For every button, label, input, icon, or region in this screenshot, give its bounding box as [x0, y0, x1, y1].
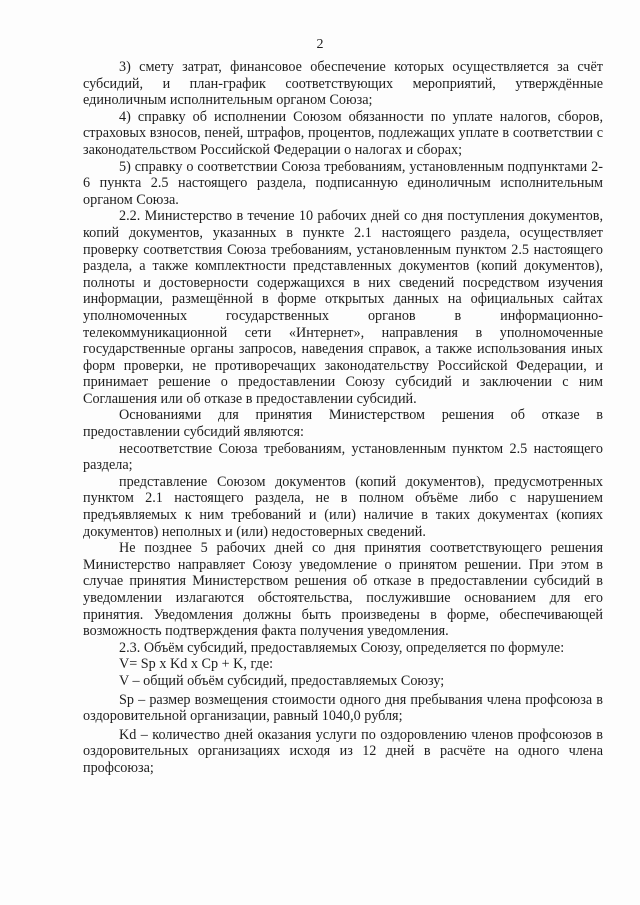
paragraph-2-3: 2.3. Объём субсидий, предоставляемых Союзу, определяется по формуле: [119, 639, 565, 656]
paragraph-item-5: 5) справку о соответствии Союза требованиям, установленным подпунктами 2-6 пункта 2.5 настоящего раздела, подписанную единоличным исполнительным органом Союза. [83, 158, 603, 208]
definition-sp: Sp – размер возмещения стоимости одного дня пребывания члена профсоюза в оздоровительной организации, равный 1040,0 рубля; [83, 691, 603, 725]
paragraph-notification: Не позднее 5 рабочих дней со дня принятия соответствующего решения Министерство направляет Союзу уведомление о принятом решении. При этом в случае принятия Министерством решения об отказе в предоставлении субсидий в уведомлении излагаются обстоятельства, послужившие основанием для его принятия. Уведомления должны быть произведены в форме, обеспечивающей возможность подтверждения факта получения уведомления. [83, 540, 603, 640]
definition-v: V – общий объём субсидий, предоставляемых Союзу; [119, 672, 445, 689]
paragraph-ground-1: несоответствие Союза требованиям, установленным пунктом 2.5 настоящего раздела; [83, 440, 603, 474]
paragraph-item-4: 4) справку об исполнении Союзом обязанности по уплате налогов, сборов, страховых взносов, пеней, штрафов, процентов, подлежащих уплате в соответствии с законодательством Российской Федерации о налогах и сборах; [83, 108, 603, 158]
paragraph-refusal-grounds: Основаниями для принятия Министерством решения об отказе в предоставлении субсидий являются: [83, 407, 603, 441]
page-number: 2 [316, 37, 324, 52]
paragraph-item-3: 3) смету затрат, финансовое обеспечение которых осуществляется за счёт субсидий, и план-график соответствующих мероприятий, утверждённые единоличным исполнительным органом Союза; [83, 59, 603, 109]
definition-kd: Kd – количество дней оказания услуги по оздоровлению членов профсоюзов в оздоровительных организациях исходя из 12 дней в расчёте на одного члена профсоюза; [83, 726, 603, 776]
paragraph-ground-2: представление Союзом документов (копий документов), предусмотренных пунктом 2.1 настоящего раздела, не в полном объёме либо с нарушением предъявляемых к ним требований и (или) наличие в таких документах (копиях документов) неполных и (или) недостоверных сведений. [83, 473, 603, 540]
document-body [83, 59, 603, 777]
formula: V= Sp x Kd x Cp + K, где: [119, 656, 274, 673]
paragraph-2-2: 2.2. Министерство в течение 10 рабочих дней со дня поступления документов, копий документов, указанных в пункте 2.1 настоящего раздела, осуществляет проверку соответствия Союза требованиям, установленным пунктом 2.5 настоящего раздела, а также комплектности представленных документов (копий документов), полноты и достоверности содержащихся в них сведений посредством изучения информации, размещённой в форме открытых данных на официальных сайтах уполномоченных государственных органов в информационно-телекоммуникационной сети «Интернет», направления в уполномоченные государственные органы запросов, наведения справок, а также использования иных форм проверки, не противоречащих законодательству Российской Федерации, и принимает решение о предоставлении Союзу субсидий и заключении с ним Соглашения или об отказе в предоставлении субсидий. [83, 208, 603, 407]
